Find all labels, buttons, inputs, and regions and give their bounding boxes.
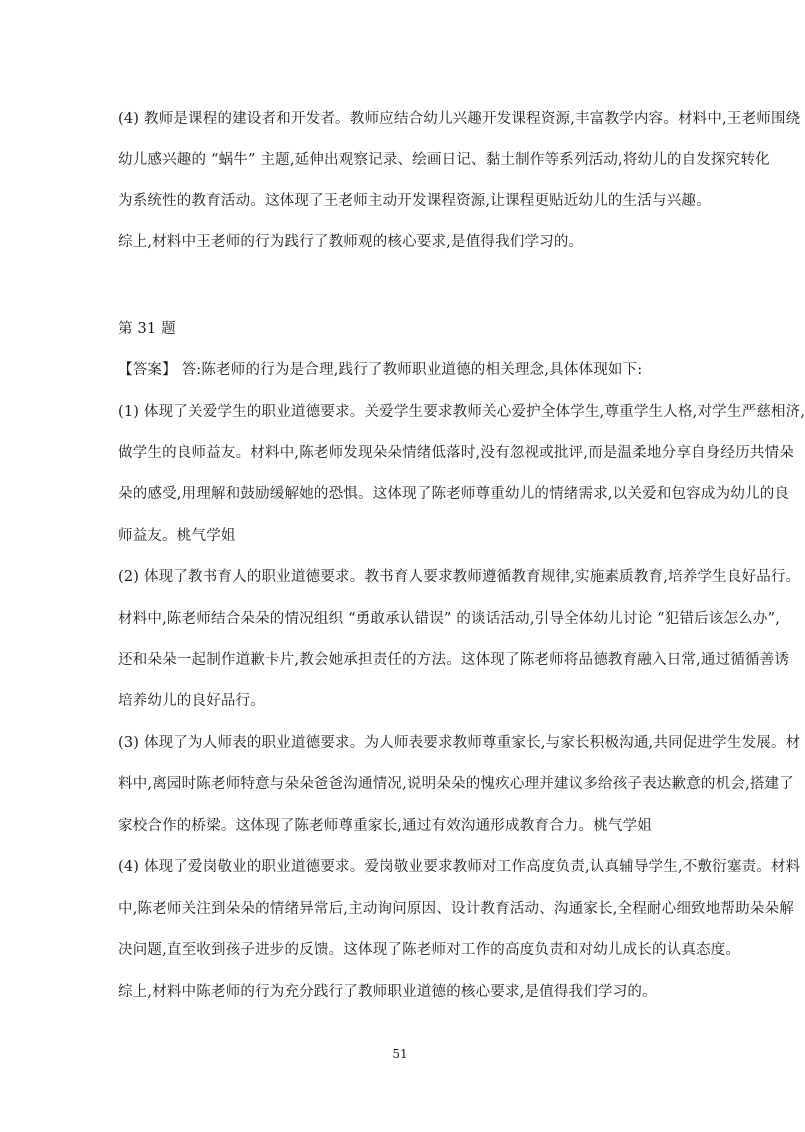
prev-summary: 综上,材料中王老师的行为践行了教师观的核心要求,是值得我们学习的。: [118, 234, 584, 250]
p3-line-1: (3) 体现了为人师表的职业道德要求。为人师表要求教师尊重家长,与家长积极沟通,共同促进学生发展。材: [118, 735, 801, 751]
prev-p4-line-3: 为系统性的教育活动。这体现了王老师主动开发课程资源,让课程更贴近幼儿的生活与兴趣。: [118, 193, 711, 209]
p2-line-2: 材料中,陈老师结合朵朵的情况组织 “勇敢承认错误” 的谈话活动,引导全体幼儿讨论 “犯错后该怎么办”,: [118, 611, 781, 627]
p4-line-2: 中,陈老师关注到朵朵的情绪异常后,主动询问原因、设计教育活动、沟通家长,全程耐心细致地帮助朵朵解: [118, 901, 794, 917]
p2-line-4: 培养幼儿的良好品行。: [118, 693, 265, 709]
p1-line-1: (1) 体现了关爱学生的职业道德要求。关爱学生要求教师关心爱护全体学生,尊重学生人格,对学生严慈相济,: [118, 404, 805, 420]
question-title: 第 31 题: [118, 321, 176, 337]
p3-line-3: 家校合作的桥梁。这体现了陈老师尊重家长,通过有效沟通形成教育合力。桃气学姐: [118, 818, 653, 834]
p1-line-4: 师益友。桃气学姐: [118, 528, 236, 544]
prev-p4-line-1: (4) 教师是课程的建设者和开发者。教师应结合幼儿兴趣开发课程资源,丰富教学内容。材料中,王老师围绕: [118, 111, 801, 127]
p1-line-3: 朵的感受,用理解和鼓励缓解她的恐惧。这体现了陈老师尊重幼儿的情绪需求,以关爱和包容成为幼儿的良: [118, 486, 790, 502]
answer-intro: 【答案】 答:陈老师的行为是合理,践行了教师职业道德的相关理念,具体体现如下:: [118, 362, 643, 378]
p1-line-2: 做学生的良师益友。材料中,陈老师发现朵朵情绪低落时,没有忽视或批评,而是温柔地分享自身经历共情朵: [118, 445, 794, 461]
question-summary: 综上,材料中陈老师的行为充分践行了教师职业道德的核心要求,是值得我们学习的。: [118, 984, 657, 1000]
p4-line-1: (4) 体现了爱岗敬业的职业道德要求。爱岗敬业要求教师对工作高度负责,认真辅导学生,不敷衍塞责。材料: [118, 859, 801, 875]
p2-line-3: 还和朵朵一起制作道歉卡片,教会她承担责任的方法。这体现了陈老师将品德教育融入日常,通过循循善诱: [118, 652, 790, 668]
p3-line-2: 料中,离园时陈老师特意与朵朵爸爸沟通情况,说明朵朵的愧疚心理并建议多给孩子表达歉意的机会,搭建了: [118, 776, 794, 792]
prev-p4-line-2: 幼儿感兴趣的 “蜗牛” 主题,延伸出观察记录、绘画日记、黏土制作等系列活动,将幼儿的自发探究转化: [118, 152, 770, 168]
page-number: 51: [392, 1047, 408, 1061]
p4-line-3: 决问题,直至收到孩子进步的反馈。这体现了陈老师对工作的高度负责和对幼儿成长的认真态度。: [118, 942, 741, 958]
p2-line-1: (2) 体现了教书育人的职业道德要求。教书育人要求教师遵循教育规律,实施素质教育,培养学生良好品行。: [118, 569, 801, 585]
